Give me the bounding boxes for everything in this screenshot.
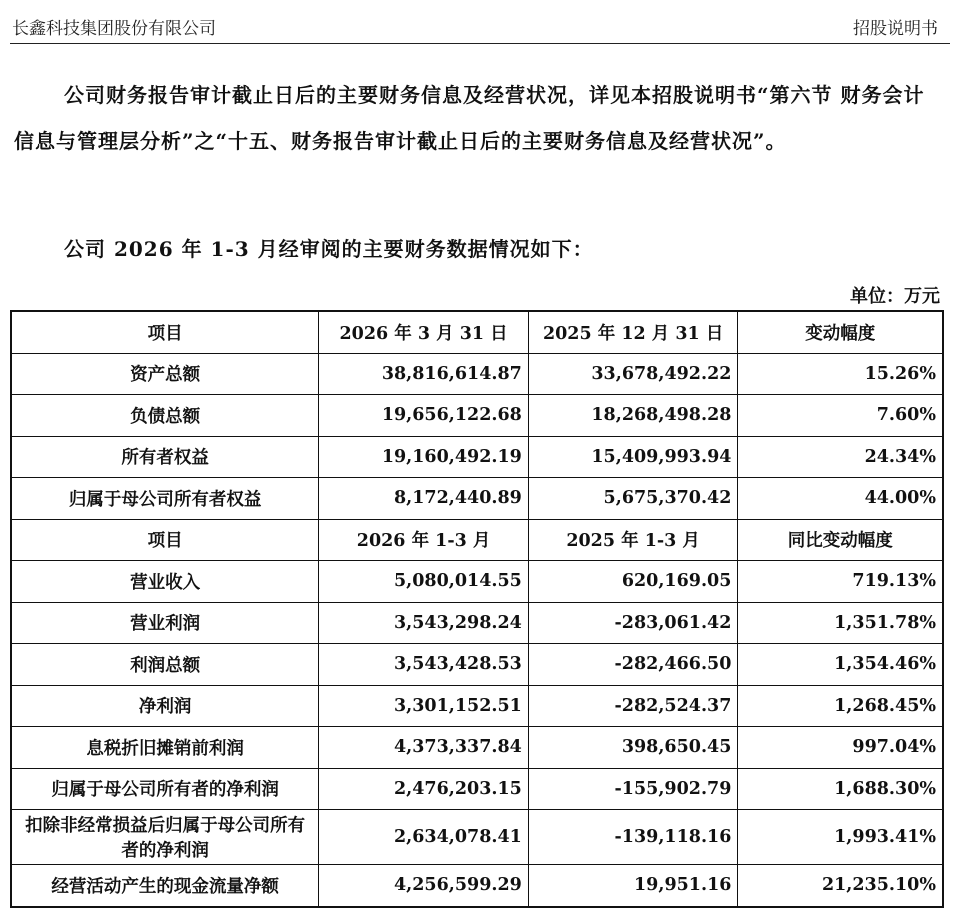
table-header-row xyxy=(11,311,943,353)
change-pct: 1,688.30% xyxy=(738,768,943,810)
table-row xyxy=(11,685,943,727)
value-prior: -282,524.37 xyxy=(528,685,738,727)
table-intro: 公司 2026 年 1-3 月经审阅的主要财务数据情况如下： xyxy=(64,237,594,261)
table-row xyxy=(11,395,943,437)
row-label: 扣除非经常损益后归属于母公司所有者的净利润 xyxy=(11,810,319,865)
change-pct: 15.26% xyxy=(738,353,943,395)
change-pct: 21,235.10% xyxy=(738,865,943,907)
table-row xyxy=(11,561,943,603)
column-header: 2026 年 1-3 月 xyxy=(319,519,529,561)
table-row xyxy=(11,478,943,520)
value-current: 2,476,203.15 xyxy=(319,768,529,810)
document-type: 招股说明书 xyxy=(853,19,938,39)
financial-table xyxy=(10,310,944,908)
value-prior: 398,650.45 xyxy=(528,727,738,769)
value-prior: 33,678,492.22 xyxy=(528,353,738,395)
change-pct: 1,354.46% xyxy=(738,644,943,686)
change-pct: 997.04% xyxy=(738,727,943,769)
column-header: 变动幅度 xyxy=(738,311,943,353)
row-label: 营业利润 xyxy=(11,602,319,644)
value-prior: -155,902.79 xyxy=(528,768,738,810)
table-header-row xyxy=(11,519,943,561)
value-prior: -139,118.16 xyxy=(528,810,738,865)
change-pct: 1,351.78% xyxy=(738,602,943,644)
value-current: 3,543,428.53 xyxy=(319,644,529,686)
change-pct: 7.60% xyxy=(738,395,943,437)
row-label: 营业收入 xyxy=(11,561,319,603)
value-current: 19,160,492.19 xyxy=(319,436,529,478)
table-row xyxy=(11,436,943,478)
row-label: 所有者权益 xyxy=(11,436,319,478)
value-prior: 19,951.16 xyxy=(528,865,738,907)
row-label: 归属于母公司所有者的净利润 xyxy=(11,768,319,810)
row-label: 息税折旧摊销前利润 xyxy=(11,727,319,769)
value-current: 5,080,014.55 xyxy=(319,561,529,603)
value-prior: -282,466.50 xyxy=(528,644,738,686)
header-divider xyxy=(10,43,950,44)
value-prior: 18,268,498.28 xyxy=(528,395,738,437)
column-header: 项目 xyxy=(11,519,319,561)
value-current: 3,543,298.24 xyxy=(319,602,529,644)
column-header: 2025 年 1-3 月 xyxy=(528,519,738,561)
table-row xyxy=(11,353,943,395)
table-row xyxy=(11,727,943,769)
column-header: 项目 xyxy=(11,311,319,353)
change-pct: 719.13% xyxy=(738,561,943,603)
page-header xyxy=(0,0,960,44)
value-current: 3,301,152.51 xyxy=(319,685,529,727)
row-label: 归属于母公司所有者权益 xyxy=(11,478,319,520)
value-prior: 5,675,370.42 xyxy=(528,478,738,520)
value-prior: 15,409,993.94 xyxy=(528,436,738,478)
change-pct: 24.34% xyxy=(738,436,943,478)
column-header: 2025 年 12 月 31 日 xyxy=(528,311,738,353)
row-label: 资产总额 xyxy=(11,353,319,395)
value-current: 38,816,614.87 xyxy=(319,353,529,395)
intro-paragraph: 公司财务报告审计截止日后的主要财务信息及经营状况，详见本招股说明书“第六节 财务会计信息与管理层分析”之“十五、财务报告审计截止日后的主要财务信息及经营状况”。 xyxy=(14,83,925,153)
column-header: 同比变动幅度 xyxy=(738,519,943,561)
column-header: 2026 年 3 月 31 日 xyxy=(319,311,529,353)
unit-label: 单位：万元 xyxy=(850,286,940,307)
table-row xyxy=(11,602,943,644)
change-pct: 1,268.45% xyxy=(738,685,943,727)
table-row xyxy=(11,644,943,686)
table-row xyxy=(11,865,943,907)
row-label: 利润总额 xyxy=(11,644,319,686)
table-row xyxy=(11,810,943,865)
change-pct: 1,993.41% xyxy=(738,810,943,865)
company-name: 长鑫科技集团股份有限公司 xyxy=(12,19,216,39)
value-current: 2,634,078.41 xyxy=(319,810,529,865)
value-current: 4,373,337.84 xyxy=(319,727,529,769)
row-label: 净利润 xyxy=(11,685,319,727)
change-pct: 44.00% xyxy=(738,478,943,520)
row-label: 负债总额 xyxy=(11,395,319,437)
value-current: 19,656,122.68 xyxy=(319,395,529,437)
value-prior: 620,169.05 xyxy=(528,561,738,603)
row-label: 经营活动产生的现金流量净额 xyxy=(11,865,319,907)
table-row xyxy=(11,768,943,810)
value-current: 4,256,599.29 xyxy=(319,865,529,907)
value-prior: -283,061.42 xyxy=(528,602,738,644)
value-current: 8,172,440.89 xyxy=(319,478,529,520)
